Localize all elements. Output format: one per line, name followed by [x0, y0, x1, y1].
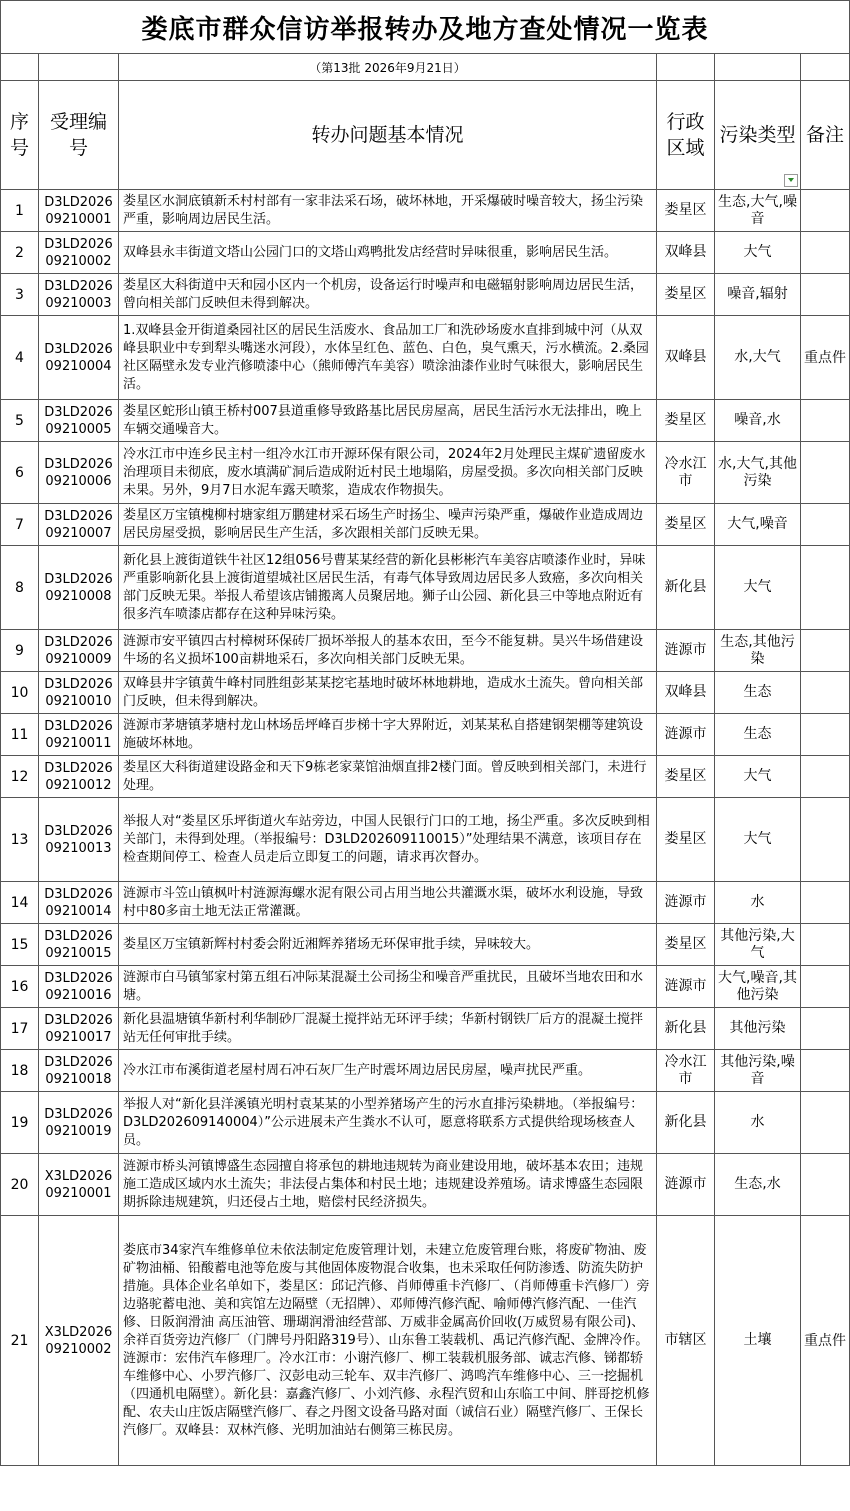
- cell-index[interactable]: 16: [1, 966, 39, 1008]
- cell-note[interactable]: [801, 882, 850, 924]
- cell-index[interactable]: 1: [1, 190, 39, 232]
- cell-area[interactable]: 娄星区: [657, 756, 715, 798]
- table-row: [1, 924, 850, 966]
- cell-index[interactable]: 5: [1, 400, 39, 442]
- cell-code[interactable]: X3LD2026 09210002: [39, 1216, 119, 1466]
- cell-pollution[interactable]: 其他污染,噪音: [715, 1050, 801, 1092]
- cell-index[interactable]: 15: [1, 924, 39, 966]
- cell-index[interactable]: 10: [1, 672, 39, 714]
- cell-code[interactable]: D3LD2026 09210012: [39, 756, 119, 798]
- cell-code[interactable]: D3LD2026 09210019: [39, 1092, 119, 1154]
- cell-description[interactable]: 涟源市茅塘镇茅塘村龙山林场岳坪峰百步梯十字大界附近，刘某某私自搭建钢架棚等建筑设施破坏林地。: [119, 714, 657, 756]
- table-row: [1, 232, 850, 274]
- cell-code[interactable]: D3LD2026 09210010: [39, 672, 119, 714]
- cell-code[interactable]: D3LD2026 09210001: [39, 190, 119, 232]
- cell-note[interactable]: [801, 798, 850, 882]
- cell-note[interactable]: [801, 1092, 850, 1154]
- cell-note[interactable]: [801, 966, 850, 1008]
- cell-code[interactable]: D3LD2026 09210016: [39, 966, 119, 1008]
- cell-code[interactable]: D3LD2026 09210015: [39, 924, 119, 966]
- page-title: 娄底市群众信访举报转办及地方查处情况一览表: [1, 1, 850, 54]
- header-row: [1, 81, 850, 190]
- table-row: [1, 630, 850, 672]
- cell-index[interactable]: 12: [1, 756, 39, 798]
- cell-code[interactable]: D3LD2026 09210006: [39, 442, 119, 504]
- cell-area[interactable]: 冷水江市: [657, 442, 715, 504]
- table-row: [1, 1008, 850, 1050]
- batch-blank-cell[interactable]: [801, 54, 850, 81]
- cell-pollution[interactable]: 生态,水: [715, 1154, 801, 1216]
- cell-note[interactable]: [801, 190, 850, 232]
- table-row: [1, 1092, 850, 1154]
- cell-code[interactable]: X3LD2026 09210001: [39, 1154, 119, 1216]
- cell-description[interactable]: 娄星区水洞底镇新禾村村部有一家非法采石场，破坏林地，开采爆破时噪音较大，扬尘污染严重，影响周边居民生活。: [119, 190, 657, 232]
- cell-index[interactable]: 7: [1, 504, 39, 546]
- cell-area[interactable]: 涟源市: [657, 1154, 715, 1216]
- table-row: [1, 274, 850, 316]
- cell-index[interactable]: 18: [1, 1050, 39, 1092]
- header-pollution[interactable]: [715, 81, 801, 190]
- cell-pollution[interactable]: 其他污染,大气: [715, 924, 801, 966]
- cell-index[interactable]: 8: [1, 546, 39, 630]
- cell-code[interactable]: D3LD2026 09210018: [39, 1050, 119, 1092]
- cell-pollution[interactable]: 大气: [715, 756, 801, 798]
- cell-description[interactable]: 娄星区万宝镇槐柳村塘家组万鹏建材采石场生产时扬尘、噪声污染严重，爆破作业造成周边居民房屋受损，影响居民生产生活，多次跟相关部门反映无果。: [119, 504, 657, 546]
- cell-note[interactable]: [801, 546, 850, 630]
- cell-area[interactable]: 双峰县: [657, 232, 715, 274]
- table-row: [1, 1050, 850, 1092]
- cell-note[interactable]: [801, 672, 850, 714]
- cell-pollution[interactable]: 大气: [715, 232, 801, 274]
- table-row: [1, 546, 850, 630]
- cell-area[interactable]: 娄星区: [657, 504, 715, 546]
- header-code[interactable]: 受理编号: [39, 81, 119, 190]
- table-row: [1, 1216, 850, 1466]
- table-row: [1, 798, 850, 882]
- cell-description[interactable]: 新化县上渡街道铁牛社区12组056号曹某某经营的新化县彬彬汽车美容店喷漆作业时，异味严重影响新化县上渡街道望城社区居民生活，有毒气体导致周边居民多人致癌，多次向相关部门反映无果。举报人希望该店铺搬离人员聚居地。狮子山公园、新化县三中等地点附近有很多汽车喷漆店都存在这种异味污染。: [119, 546, 657, 630]
- cell-pollution[interactable]: 水: [715, 882, 801, 924]
- cell-description[interactable]: 娄星区大科街道建设路金和天下9栋老家菜馆油烟直排2楼门面。曾反映到相关部门，未进行处理。: [119, 756, 657, 798]
- cell-index[interactable]: 13: [1, 798, 39, 882]
- table-row: [1, 190, 850, 232]
- cell-pollution[interactable]: 土壤: [715, 1216, 801, 1466]
- batch-blank-cell[interactable]: [39, 54, 119, 81]
- cell-index[interactable]: 9: [1, 630, 39, 672]
- cell-index[interactable]: 19: [1, 1092, 39, 1154]
- cell-note[interactable]: [801, 756, 850, 798]
- table-row: [1, 504, 850, 546]
- cell-description[interactable]: 举报人对“娄星区乐坪街道火车站旁边，中国人民银行门口的工地，扬尘严重。多次反映到相关部门，未得到处理。（举报编号：D3LD202609110015）”处理结果不满意，该项目存在检查期间停工、检查人员走后立即复工的问题，请求再次督办。: [119, 798, 657, 882]
- cell-code[interactable]: D3LD2026 09210014: [39, 882, 119, 924]
- cell-pollution[interactable]: 大气: [715, 546, 801, 630]
- cell-description[interactable]: 冷水江市布溪街道老屋村周石冲石灰厂生产时震坏周边居民房屋，噪声扰民严重。: [119, 1050, 657, 1092]
- cell-pollution[interactable]: 生态,其他污染: [715, 630, 801, 672]
- cell-area[interactable]: 涟源市: [657, 714, 715, 756]
- cell-pollution[interactable]: 其他污染: [715, 1008, 801, 1050]
- cell-pollution[interactable]: 大气,噪音: [715, 504, 801, 546]
- cell-note[interactable]: [801, 924, 850, 966]
- cell-description[interactable]: 双峰县井字镇黄牛峰村同胜组彭某某挖宅基地时破坏林地耕地，造成水土流失。曾向相关部门反映，但未得到解决。: [119, 672, 657, 714]
- cell-code[interactable]: D3LD2026 09210013: [39, 798, 119, 882]
- cell-description[interactable]: 涟源市安平镇四古村樟树环保砖厂损坏举报人的基本农田，至今不能复耕。昊兴牛场借建设牛场的名义损坏100亩耕地采石，多次向相关部门反映无果。: [119, 630, 657, 672]
- cell-description[interactable]: 娄星区蛇形山镇王桥村007县道重修导致路基比居民房屋高，居民生活污水无法排出，晚上车辆交通噪音大。: [119, 400, 657, 442]
- table-row: [1, 316, 850, 400]
- header-area[interactable]: 行政区域: [657, 81, 715, 190]
- header-pollution-label: 污染类型: [719, 124, 796, 146]
- cell-description[interactable]: 1.双峰县金开街道桑园社区的居民生活废水、食品加工厂和洗砂场废水直排到城中河（从双峰县职业中专到犁头嘴迷水河段），水体呈红色、蓝色、白色，臭气熏天，污水横流。2.桑园社区隔壁永发专业汽修喷漆中心（熊师傅汽车美容）喷涂油漆作业时气味很大，影响居民生活。: [119, 316, 657, 400]
- cell-code[interactable]: D3LD2026 09210017: [39, 1008, 119, 1050]
- cell-note[interactable]: [801, 400, 850, 442]
- cell-area[interactable]: 娄星区: [657, 274, 715, 316]
- cell-area[interactable]: 娄星区: [657, 798, 715, 882]
- cell-area[interactable]: 娄星区: [657, 924, 715, 966]
- cell-index[interactable]: 3: [1, 274, 39, 316]
- table-row: [1, 756, 850, 798]
- table-row: [1, 400, 850, 442]
- cell-pollution[interactable]: 水,大气: [715, 316, 801, 400]
- cell-description[interactable]: 涟源市白马镇邹家村第五组石冲际某混凝土公司扬尘和噪音严重扰民，且破坏当地农田和水塘。: [119, 966, 657, 1008]
- cell-pollution[interactable]: 水,大气,其他污染: [715, 442, 801, 504]
- cell-description[interactable]: 双峰县永丰街道文塔山公园门口的文塔山鸡鸭批发店经营时异味很重，影响居民生活。: [119, 232, 657, 274]
- cell-description[interactable]: 娄星区万宝镇新辉村村委会附近湘辉养猪场无环保审批手续，异味较大。: [119, 924, 657, 966]
- cell-area[interactable]: 新化县: [657, 1008, 715, 1050]
- cell-pollution[interactable]: 生态: [715, 672, 801, 714]
- header-description[interactable]: 转办问题基本情况: [119, 81, 657, 190]
- cell-description[interactable]: 举报人对“新化县洋溪镇光明村袁某某的小型养猪场产生的污水直排污染耕地。（举报编号：D3LD202609140004）”公示进展未产生粪水不认可，愿意将联系方式提供给现场核查人员。: [119, 1092, 657, 1154]
- cell-area[interactable]: 市辖区: [657, 1216, 715, 1466]
- cell-index[interactable]: 6: [1, 442, 39, 504]
- cell-note[interactable]: [801, 630, 850, 672]
- batch-info[interactable]: （第13批 2026年9月21日）: [119, 54, 657, 81]
- cell-code[interactable]: D3LD2026 09210008: [39, 546, 119, 630]
- cell-note[interactable]: [801, 714, 850, 756]
- cell-code[interactable]: D3LD2026 09210007: [39, 504, 119, 546]
- cell-index[interactable]: 20: [1, 1154, 39, 1216]
- cell-note[interactable]: 重点件: [801, 316, 850, 400]
- cell-area[interactable]: 涟源市: [657, 882, 715, 924]
- table-row: [1, 714, 850, 756]
- header-note[interactable]: 备注: [801, 81, 850, 190]
- cell-note[interactable]: [801, 1008, 850, 1050]
- cell-area[interactable]: 涟源市: [657, 966, 715, 1008]
- cell-pollution[interactable]: 噪音,辐射: [715, 274, 801, 316]
- cell-area[interactable]: 双峰县: [657, 672, 715, 714]
- cell-index[interactable]: 21: [1, 1216, 39, 1466]
- table-row: [1, 1154, 850, 1216]
- cell-description[interactable]: 涟源市斗笠山镇枫叶村涟源海螺水泥有限公司占用当地公共灌溉水渠，破坏水利设施，导致村中80多亩土地无法正常灌溉。: [119, 882, 657, 924]
- cell-pollution[interactable]: 生态,大气,噪音: [715, 190, 801, 232]
- cell-note[interactable]: [801, 1050, 850, 1092]
- batch-blank-cell[interactable]: [657, 54, 715, 81]
- cell-note[interactable]: [801, 274, 850, 316]
- batch-blank-cell[interactable]: [1, 54, 39, 81]
- cell-code[interactable]: D3LD2026 09210011: [39, 714, 119, 756]
- cell-pollution[interactable]: 大气,噪音,其他污染: [715, 966, 801, 1008]
- cell-note[interactable]: [801, 442, 850, 504]
- cell-code[interactable]: D3LD2026 09210009: [39, 630, 119, 672]
- cell-pollution[interactable]: 噪音,水: [715, 400, 801, 442]
- cell-note[interactable]: [801, 232, 850, 274]
- batch-blank-cell[interactable]: [715, 54, 801, 81]
- cell-description[interactable]: 新化县温塘镇华新村利华制砂厂混凝土搅拌站无环评手续；华新村钢铁厂后方的混凝土搅拌站无任何审批手续。: [119, 1008, 657, 1050]
- cell-index[interactable]: 11: [1, 714, 39, 756]
- table-row: [1, 882, 850, 924]
- cell-pollution[interactable]: 水: [715, 1092, 801, 1154]
- cell-area[interactable]: 新化县: [657, 1092, 715, 1154]
- table-row: [1, 966, 850, 1008]
- cell-area[interactable]: 新化县: [657, 546, 715, 630]
- table-row: [1, 442, 850, 504]
- cell-description[interactable]: 冷水江市中连乡民主村一组冷水江市开源环保有限公司，2024年2月处理民主煤矿遗留废水治理项目未彻底，废水填满矿洞后造成附近村民土地塌陷，房屋受损。多次向相关部门反映未果。另外，9月7日水泥车露天喷浆，造成农作物损失。: [119, 442, 657, 504]
- cell-area[interactable]: 涟源市: [657, 630, 715, 672]
- cell-description[interactable]: 娄底市34家汽车维修单位未依法制定危废管理计划，未建立危废管理台账，将废矿物油、废矿物油桶、铅酸蓄电池等危废与其他固体废物混合收集，也未采取任何防渗透、防流失防护措施。具体企业名单如下，娄星区：邱记汽修、肖师傅重卡汽修厂、（肖师傅重卡汽修厂）旁边骆驼蓄电池、美和宾馆左边隔壁（无招牌）、邓师傅汽修汽配、喻师傅汽修汽配、一佳汽修、日阪润滑油 高压油管、珊瑚润滑油经营部、万威非金属高价回收(万威贸易有限公司)、余祥百货旁边汽修厂（门牌号丹阳路319号）、山东鲁工装载机、禹记汽修汽配、金牌冷作。涟源市：宏伟汽车修理厂。冷水江市：小谢汽修厂、柳工装载机服务部、诚志汽修、锑都轿车维修中心、小罗汽修厂、汉彭电动三轮车、双丰汽修厂、鸿鸣汽车维修中心、三一挖掘机（四通机电隔壁）。新化县：嘉鑫汽修厂、小刘汽修、永程汽贸和山东临工中间、胖哥挖机修配、农夫山庄饭店隔壁汽修厂、春之丹图文设备马路对面（诚信石业）隔壁汽修厂、王保长汽修厂。双峰县：双林汽修、光明加油站右侧第三栋民房。: [119, 1216, 657, 1466]
- cell-area[interactable]: 双峰县: [657, 316, 715, 400]
- cell-area[interactable]: 娄星区: [657, 400, 715, 442]
- cell-code[interactable]: D3LD2026 09210004: [39, 316, 119, 400]
- cell-code[interactable]: D3LD2026 09210003: [39, 274, 119, 316]
- cell-pollution[interactable]: 大气: [715, 798, 801, 882]
- cell-index[interactable]: 2: [1, 232, 39, 274]
- cell-description[interactable]: 娄星区大科街道中天和园小区内一个机房，设备运行时噪声和电磁辐射影响周边居民生活，曾向相关部门反映但未得到解决。: [119, 274, 657, 316]
- cell-area[interactable]: 冷水江市: [657, 1050, 715, 1092]
- header-index[interactable]: 序号: [1, 81, 39, 190]
- cell-index[interactable]: 17: [1, 1008, 39, 1050]
- cell-note[interactable]: [801, 504, 850, 546]
- cell-area[interactable]: 娄星区: [657, 190, 715, 232]
- filter-dropdown-icon[interactable]: [784, 174, 798, 187]
- cell-pollution[interactable]: 生态: [715, 714, 801, 756]
- table-row: [1, 672, 850, 714]
- cell-code[interactable]: D3LD2026 09210005: [39, 400, 119, 442]
- cell-note[interactable]: [801, 1154, 850, 1216]
- cell-index[interactable]: 4: [1, 316, 39, 400]
- cell-index[interactable]: 14: [1, 882, 39, 924]
- cell-code[interactable]: D3LD2026 09210002: [39, 232, 119, 274]
- cell-note[interactable]: 重点件: [801, 1216, 850, 1466]
- cell-description[interactable]: 涟源市桥头河镇博盛生态园擅自将承包的耕地违规转为商业建设用地，破坏基本农田；违规施工造成区域内水土流失；非法侵占集体和村民土地；违规建设养殖场。请求博盛生态园限期拆除违规建筑，归还侵占土地，赔偿村民经济损失。: [119, 1154, 657, 1216]
